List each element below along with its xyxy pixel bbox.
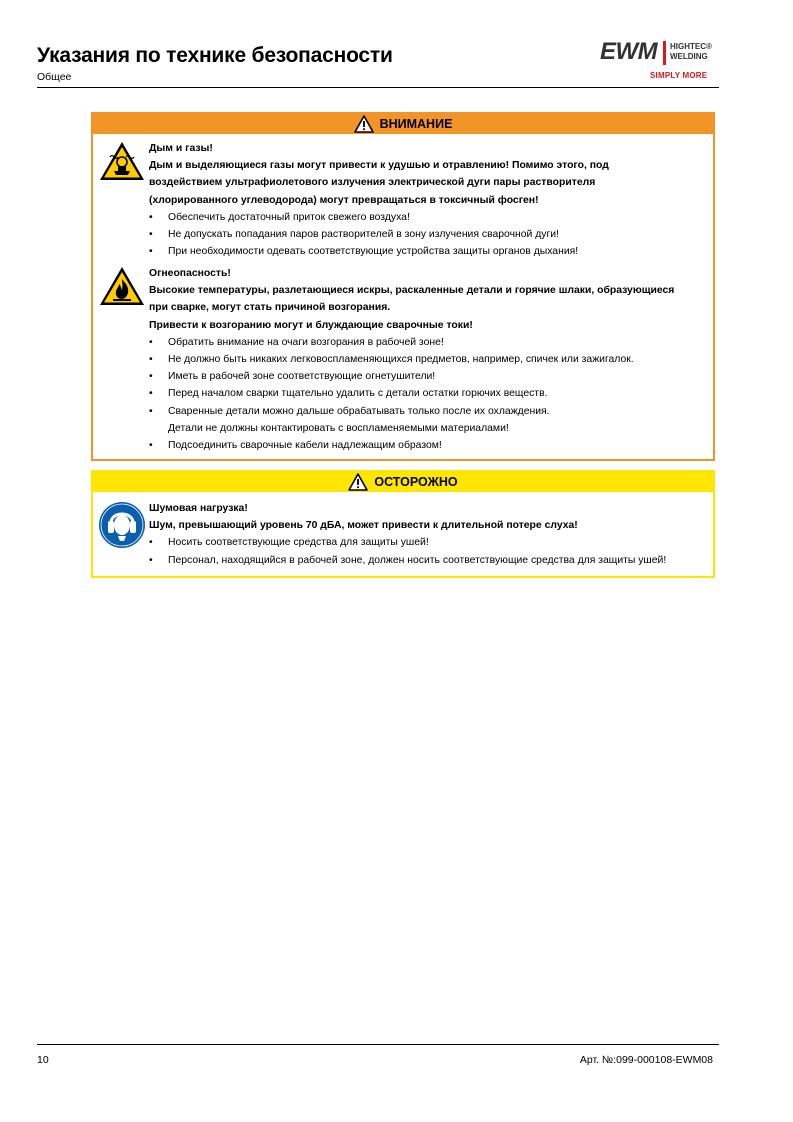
page-number: 10 <box>37 1054 49 1066</box>
caution-header <box>93 472 713 492</box>
list-item: • Сваренные детали можно дальше обрабатывать только после их охлаждения. <box>149 403 705 420</box>
list-item: • Иметь в рабочей зоне соответствующие огнетушители! <box>149 368 705 385</box>
caution-box <box>91 470 715 578</box>
list-item: • Не допускать попадания паров растворителей в зону излучения сварочной дуги! <box>149 226 705 243</box>
article-number: Арт. №:099-000108-EWM08 <box>579 1054 713 1066</box>
list-item: • Обратить внимание на очаги возгорания в рабочей зоне! <box>149 334 705 351</box>
page-subtitle: Общее <box>37 71 72 83</box>
logo-divider <box>663 41 666 65</box>
fire-text <box>149 265 705 454</box>
list-item: • Подсоединить сварочные кабели надлежащим образом! <box>149 437 705 454</box>
noise-line-1: Шум, превышающий уровень 70 дБА, может привести к длительной потере слуха! <box>149 520 578 532</box>
logo-line2: WELDING <box>670 52 708 61</box>
warning-box <box>91 112 715 461</box>
warning-header <box>93 114 713 134</box>
fire-line-1: Высокие температуры, разлетающиеся искры, раскаленные детали и горячие шлаки, образующиеся <box>149 285 675 297</box>
list-item: • Персонал, находящийся в рабочей зоне, должен носить соответствующие средства для защиты ушей! <box>149 552 705 569</box>
logo-tagline: SIMPLY MORE <box>650 71 708 80</box>
fire-bullet-list <box>149 334 705 454</box>
list-item: • Носить соответствующие средства для защиты ушей! <box>149 534 705 551</box>
list-item: • Обеспечить достаточный приток свежего воздуха! <box>149 209 705 226</box>
fire-line-3: Привести к возгоранию могут и блуждающие сварочные токи! <box>149 319 473 331</box>
fire-line-2: при сварке, могут стать причиной возгорания. <box>149 302 391 314</box>
smoke-text <box>149 140 705 260</box>
ear-protection-icon <box>98 501 146 549</box>
list-item: • Перед началом сварки тщательно удалить с детали остатки горючих веществ. <box>149 385 705 402</box>
fire-heading: Огнеопасность! <box>149 268 231 279</box>
toxic-gas-warning-icon <box>98 140 146 182</box>
warning-triangle-icon <box>354 115 374 133</box>
smoke-line-1: Дым и выделяющиеся газы могут привести к удушью и отравлению! Помимо этого, под <box>149 160 609 172</box>
noise-bullet-list <box>149 534 705 568</box>
list-item-continuation: Детали не должны контактировать с воспламеняемыми материалами! <box>168 422 509 434</box>
list-item: • При необходимости одевать соответствующие устройства защиты органов дыхания! <box>149 243 705 260</box>
logo-hightec <box>670 42 712 62</box>
smoke-line-2: воздействием ультрафиолетового излучения электрической дуги пары растворителя <box>149 177 596 189</box>
fire-warning-icon <box>98 265 146 307</box>
caution-title: ОСТОРОЖНО <box>374 475 458 489</box>
logo-brand: EWM <box>600 38 658 65</box>
warning-title: ВНИМАНИЕ <box>379 117 453 131</box>
noise-heading: Шумовая нагрузка! <box>149 503 248 514</box>
header-divider <box>37 87 719 88</box>
smoke-heading: Дым и газы! <box>149 143 213 154</box>
page-title: Указания по технике безопасности <box>37 44 393 67</box>
list-item: • Не должно быть никаких легковоспламеняющихся предметов, например, спичек или зажигалок. <box>149 351 705 368</box>
noise-text <box>149 500 705 569</box>
smoke-bullet-list <box>149 209 705 261</box>
footer-divider <box>37 1044 719 1045</box>
logo-line1: HIGHTEC® <box>670 42 712 51</box>
ewm-logo <box>600 38 720 86</box>
smoke-line-3: (хлорированного углеводорода) могут превращаться в токсичный фосген! <box>149 194 539 206</box>
warning-triangle-icon <box>348 473 368 491</box>
